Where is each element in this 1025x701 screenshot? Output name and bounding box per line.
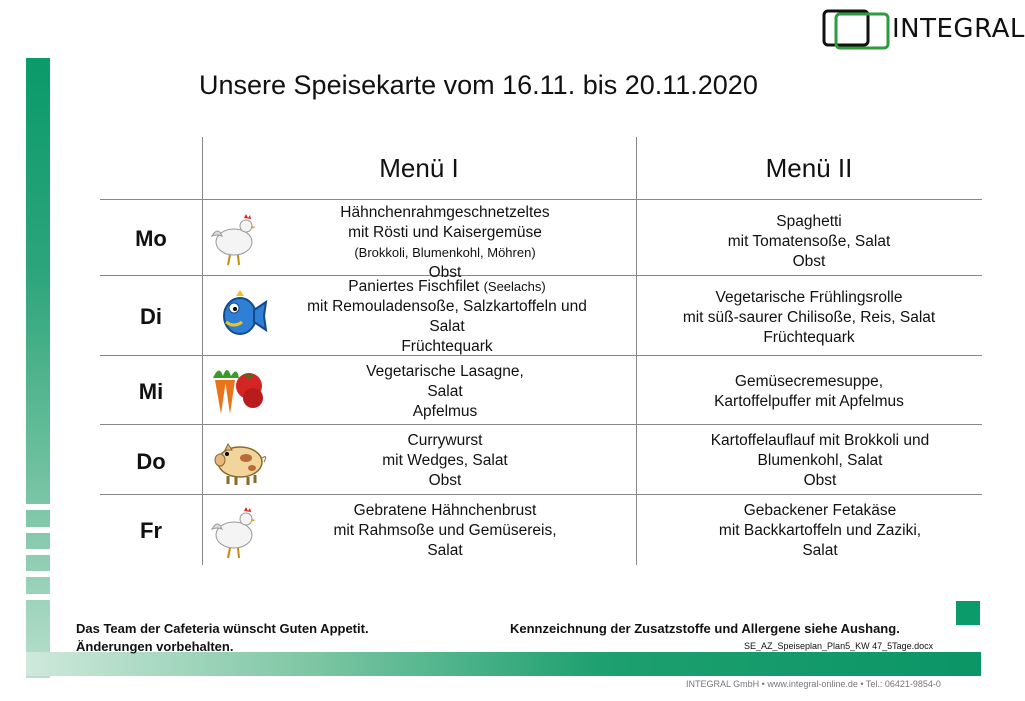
- day-label: Mo: [135, 226, 167, 251]
- integral-logo: [822, 8, 1025, 48]
- menu2-cell: Spaghetti mit Tomatensoße, Salat Obst: [727, 213, 891, 270]
- day-label: Mi: [138, 379, 164, 404]
- table-divider-left: [202, 137, 203, 565]
- menu2-cell: Gebackener Fetakäse mit Backkartoffeln und Zaziki, Salat: [718, 502, 922, 559]
- row-line: [100, 424, 982, 425]
- vegetables-icon: [209, 362, 261, 418]
- row-line: [100, 494, 982, 495]
- corner-square: [956, 601, 980, 625]
- company-info: INTEGRAL GmbH • www.integral-online.de • Tel.: 06421-9854-0: [686, 679, 941, 689]
- menu2-cell: Vegetarische Frühlingsrolle mit süß-saurer Chilisoße, Reis, Salat Früchtequark: [682, 289, 936, 346]
- pig-icon: [210, 434, 262, 490]
- footer-greeting: Das Team der Cafeteria wünscht Guten Appetit. Änderungen vorbehalten.: [76, 621, 369, 654]
- menu2-cell: Gemüsecremesuppe, Kartoffelpuffer mit Apfelmus: [714, 373, 904, 410]
- chicken-icon: [206, 212, 258, 268]
- menu2-cell: Kartoffelauflauf mit Brokkoli und Blumenkohl, Salat Obst: [710, 432, 930, 489]
- menu1-cell: Hähnchenrahmgeschnetzeltes mit Rösti und Kaisergemüse (Brokkoli, Blumenkohl, Möhren) Obst: [340, 204, 550, 281]
- day-label: Fr: [140, 518, 162, 543]
- day-label: Di: [140, 304, 162, 329]
- menu1-cell: Paniertes Fischfilet (Seelachs) mit Remouladensoße, Salzkartoffeln und Salat Früchtequark: [307, 278, 587, 355]
- menu1-cell: Gebratene Hähnchenbrust mit Rahmsoße und Gemüsereis, Salat: [333, 502, 557, 559]
- menu2-header: Menü II: [765, 153, 853, 183]
- menu1-cell: Currywurst mit Wedges, Salat Obst: [382, 432, 508, 489]
- menu1-header: Menü I: [379, 153, 459, 183]
- row-line: [100, 199, 982, 200]
- footer-allergen-note: Kennzeichnung der Zusatzstoffe und Allergene siehe Aushang.: [510, 621, 900, 636]
- fish-icon: [216, 288, 268, 344]
- day-label: Do: [136, 449, 166, 474]
- menu1-cell: Vegetarische Lasagne, Salat Apfelmus: [366, 363, 524, 420]
- chicken-icon: [206, 505, 258, 561]
- left-accent-bar: [26, 58, 50, 678]
- document-filename: SE_AZ_Speiseplan_Plan5_KW 47_5Tage.docx: [744, 641, 934, 651]
- logo-text: INTEGRAL: [892, 14, 1025, 44]
